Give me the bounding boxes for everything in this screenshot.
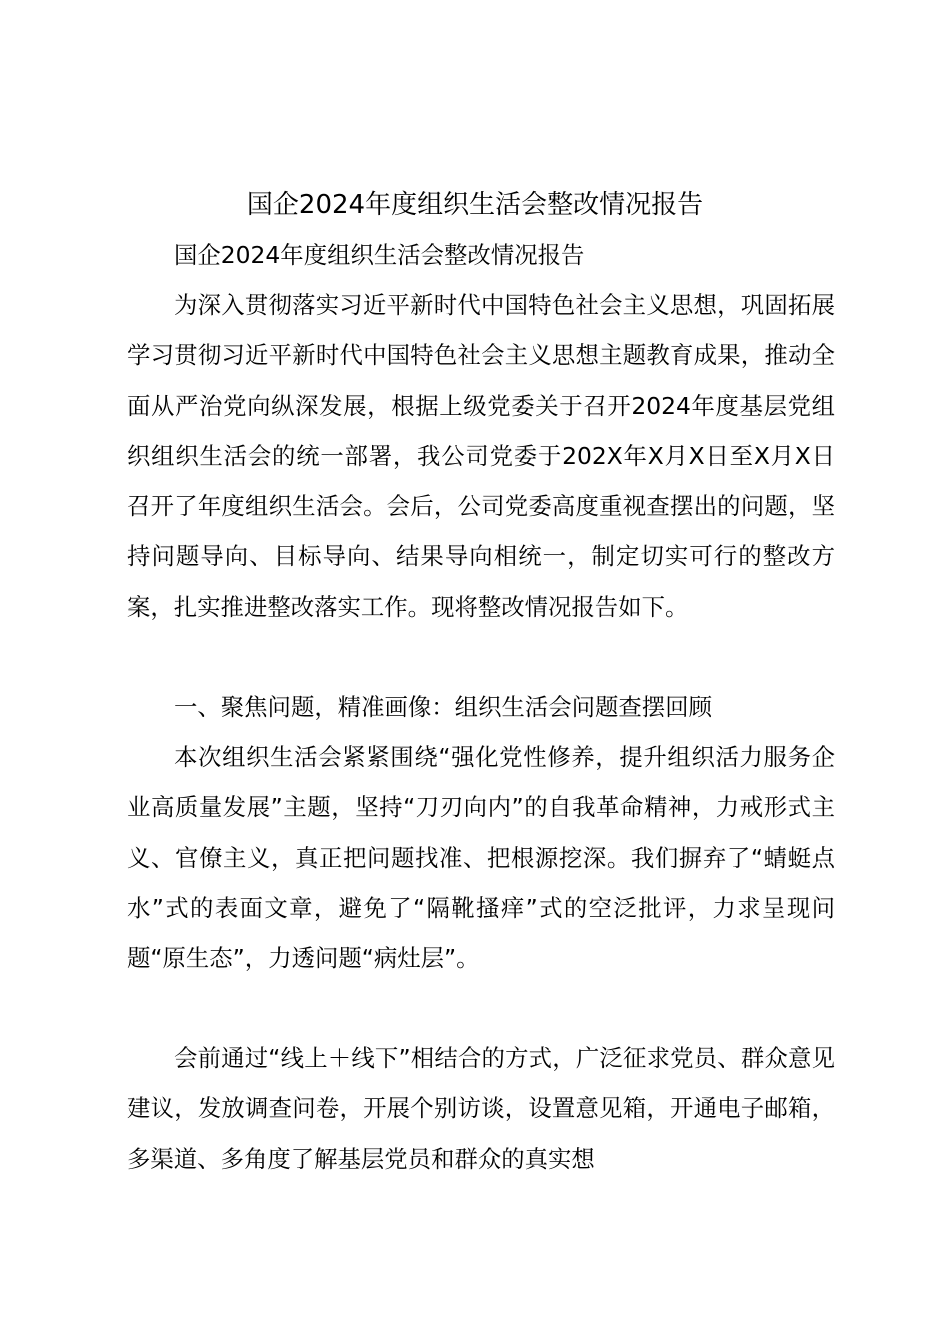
document-subtitle: 国企2024年度组织生活会整改情况报告 <box>174 241 585 269</box>
document-title: 国企2024年度组织生活会整改情况报告 <box>246 190 704 220</box>
section-heading: 一、聚焦问题，精准画像：组织生活会问题查摆回顾 <box>174 693 712 721</box>
section-paragraph-2: 会前通过“线上＋线下”相结合的方式，广泛征求党员、群众意见建议，发放调查问卷，开展个别访谈，设置意见箱，开通电子邮箱，多渠道、多角度了解基层党员和群众的真实想 <box>127 1044 835 1173</box>
intro-paragraph: 为深入贯彻落实习近平新时代中国特色社会主义思想，巩固拓展学习贯彻习近平新时代中国特色社会主义思想主题教育成果，推动全面从严治党向纵深发展，根据上级党委关于召开2024年度基层党组织组织生活会的统一部署，我公司党委于202X年X月X日至X月X日召开了年度组织生活会。会后，公司党委高度重视查摆出的问题，坚持问题导向、目标导向、结果导向相统一，制定切实可行的整改方案，扎实推进整改落实工作。现将整改情况报告如下。 <box>127 291 835 621</box>
section-paragraph-1: 本次组织生活会紧紧围绕“强化党性修养，提升组织活力服务企业高质量发展”主题，坚持“刀刃向内”的自我革命精神，力戒形式主义、官僚主义，真正把问题找准、把根源挖深。我们摒弃了“蜻蜓点水”式的表面文章，避免了“隔靴搔痒”式的空泛批评，力求呈现问题“原生态”，力透问题“病灶层”。 <box>127 743 835 973</box>
